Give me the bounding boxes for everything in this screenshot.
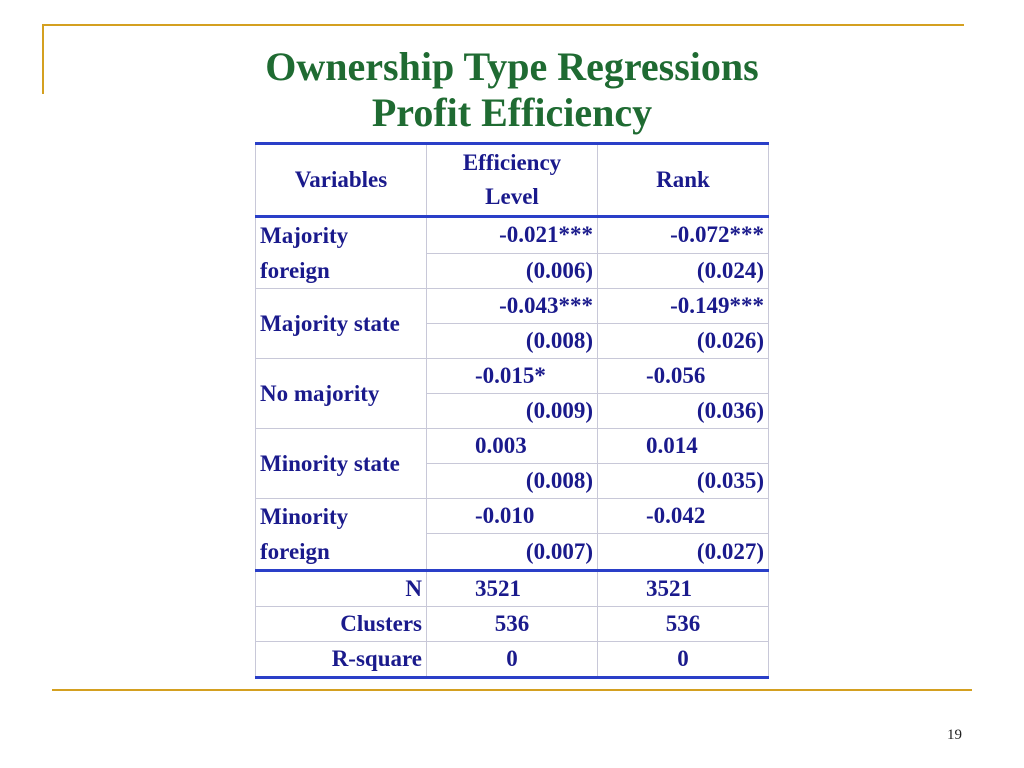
stats-row-rsquare bbox=[256, 642, 769, 678]
efficiency-coef: -0.043*** bbox=[427, 289, 598, 324]
efficiency-coef: -0.010 bbox=[427, 499, 598, 534]
variable-cell bbox=[256, 217, 427, 289]
table-row bbox=[256, 499, 769, 534]
rank-se: (0.027) bbox=[598, 534, 769, 571]
rank-coef: -0.056 bbox=[598, 359, 769, 394]
header-variables: Variables bbox=[256, 144, 427, 217]
rank-coef: -0.149*** bbox=[598, 289, 769, 324]
rank-se: (0.024) bbox=[598, 253, 769, 289]
variable-label-2: foreign bbox=[260, 258, 330, 283]
rank-se: (0.036) bbox=[598, 394, 769, 429]
efficiency-coef: -0.021*** bbox=[427, 217, 598, 254]
regression-table bbox=[255, 142, 769, 679]
stat-label: Clusters bbox=[256, 607, 427, 642]
table-row bbox=[256, 217, 769, 254]
page-number: 19 bbox=[947, 727, 962, 743]
header-efficiency-level bbox=[427, 144, 598, 217]
stat-efficiency: 3521 bbox=[427, 571, 598, 607]
header-efficiency-line2: Level bbox=[485, 184, 539, 209]
rank-se: (0.026) bbox=[598, 324, 769, 359]
variable-label-2: foreign bbox=[260, 539, 330, 564]
stats-row-clusters bbox=[256, 607, 769, 642]
header-rank: Rank bbox=[598, 144, 769, 217]
table-row bbox=[256, 359, 769, 394]
efficiency-se: (0.009) bbox=[427, 394, 598, 429]
variable-label: Minority bbox=[260, 504, 349, 529]
table-row bbox=[256, 429, 769, 464]
rank-coef: -0.042 bbox=[598, 499, 769, 534]
title-line-1: Ownership Type Regressions bbox=[265, 44, 759, 89]
header-row bbox=[256, 144, 769, 217]
slide-title bbox=[0, 44, 1024, 136]
title-line-2: Profit Efficiency bbox=[371, 90, 653, 135]
stat-label: R-square bbox=[256, 642, 427, 678]
variable-label: Majority bbox=[260, 223, 349, 248]
variable-cell: Majority state bbox=[256, 289, 427, 359]
frame-top-line bbox=[42, 24, 964, 26]
efficiency-se: (0.007) bbox=[427, 534, 598, 571]
stat-rank: 3521 bbox=[598, 571, 769, 607]
stat-efficiency: 536 bbox=[427, 607, 598, 642]
efficiency-se: (0.008) bbox=[427, 324, 598, 359]
efficiency-se: (0.006) bbox=[427, 253, 598, 289]
variable-cell: Minority state bbox=[256, 429, 427, 499]
stat-efficiency: 0 bbox=[427, 642, 598, 678]
table-row bbox=[256, 289, 769, 324]
frame-bottom-line bbox=[52, 689, 972, 691]
variable-cell bbox=[256, 499, 427, 571]
efficiency-coef: -0.015* bbox=[427, 359, 598, 394]
rank-coef: -0.072*** bbox=[598, 217, 769, 254]
header-efficiency-line1: Efficiency bbox=[462, 150, 562, 175]
stats-row-n bbox=[256, 571, 769, 607]
variable-cell: No majority bbox=[256, 359, 427, 429]
efficiency-se: (0.008) bbox=[427, 464, 598, 499]
stat-rank: 0 bbox=[598, 642, 769, 678]
stat-rank: 536 bbox=[598, 607, 769, 642]
stat-label: N bbox=[256, 571, 427, 607]
efficiency-coef: 0.003 bbox=[427, 429, 598, 464]
rank-coef: 0.014 bbox=[598, 429, 769, 464]
rank-se: (0.035) bbox=[598, 464, 769, 499]
